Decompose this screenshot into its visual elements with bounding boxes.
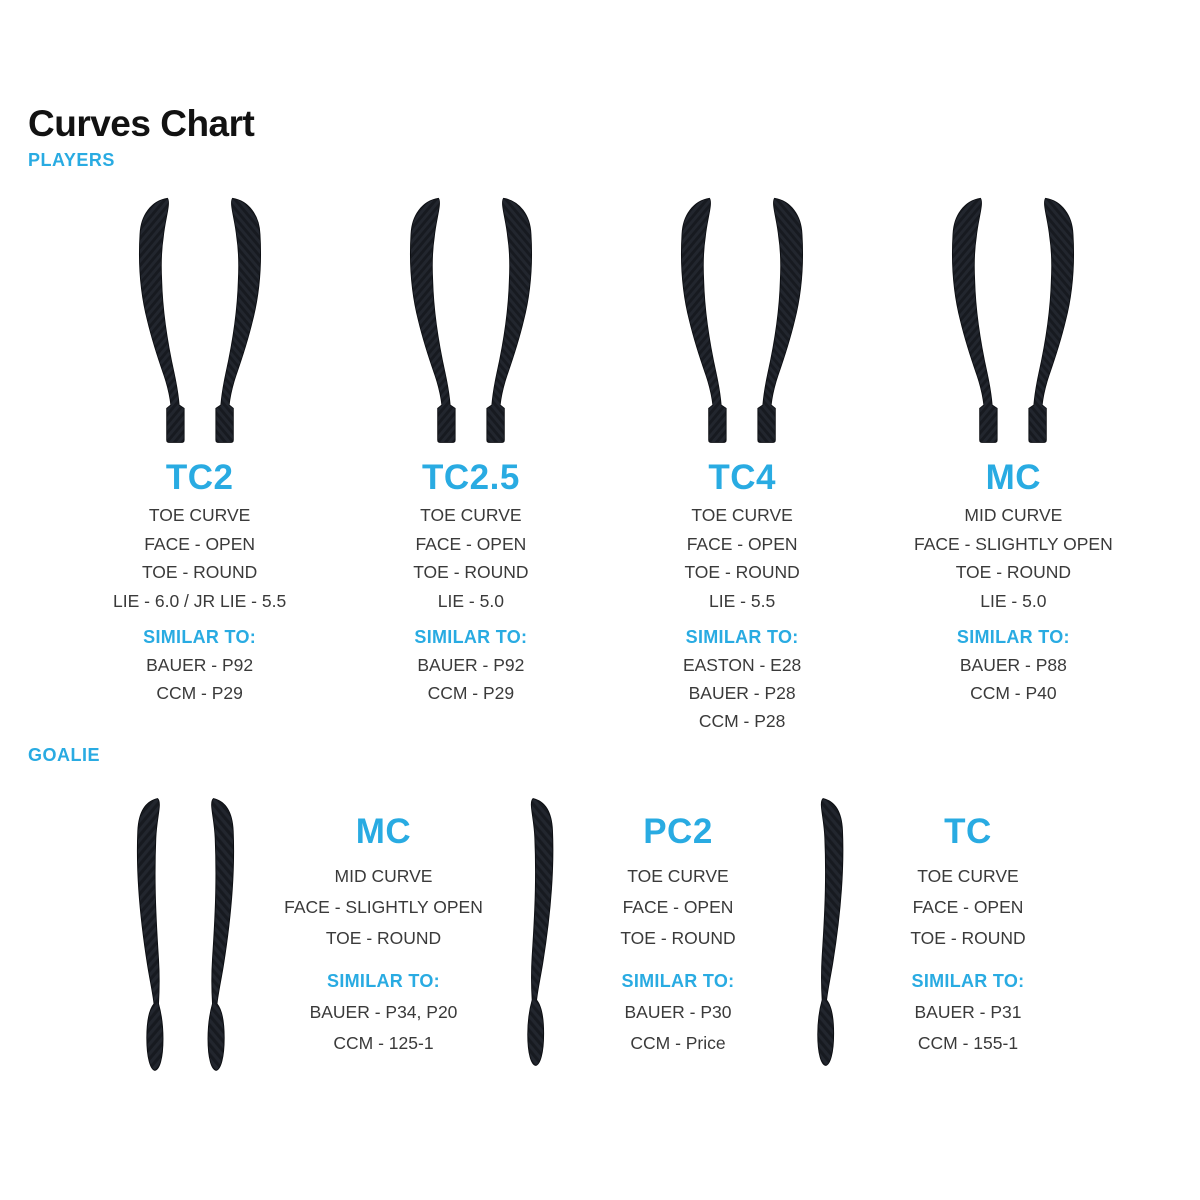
similar-line: BAUER - P92 xyxy=(417,655,525,675)
player-curve-card-tc4 xyxy=(607,195,878,735)
similar-line: BAUER - P28 xyxy=(688,683,796,703)
curve-specs xyxy=(335,501,606,615)
spec-line: TOE CURVE xyxy=(917,866,1019,886)
curve-name: TC2.5 xyxy=(421,458,520,497)
similar-to-label: SIMILAR TO: xyxy=(414,627,528,647)
curve-specs xyxy=(878,501,1149,615)
spec-line: MID CURVE xyxy=(964,505,1063,525)
curve-name: MC xyxy=(355,812,412,851)
similar-line: CCM - 125-1 xyxy=(333,1033,434,1053)
spec-line: TOE CURVE xyxy=(148,505,251,525)
spec-line: FACE - OPEN xyxy=(912,897,1024,917)
curve-specs xyxy=(261,861,506,954)
spec-line: TOE CURVE xyxy=(420,505,522,525)
similar-line: CCM - Price xyxy=(630,1033,726,1053)
similar-list xyxy=(868,997,1068,1059)
spec-line: TOE - ROUND xyxy=(141,562,258,582)
hockey-blade-pair-icon xyxy=(396,195,546,445)
spec-line: TOE CURVE xyxy=(691,505,793,525)
similar-line: CCM - P40 xyxy=(970,683,1057,703)
similar-list xyxy=(607,651,878,735)
spec-line: LIE - 5.0 xyxy=(437,590,504,611)
goalie-curve-card-pc2 xyxy=(510,795,778,1069)
spec-line: TOE - ROUND xyxy=(955,562,1072,582)
curve-name: PC2 xyxy=(643,812,713,851)
hockey-blade-pair-icon xyxy=(118,795,253,1074)
spec-line: FACE - SLIGHTLY OPEN xyxy=(284,897,483,917)
curve-name: MC xyxy=(985,458,1042,497)
similar-line: EASTON - E28 xyxy=(682,655,802,675)
goalie-curve-card-mc xyxy=(118,795,506,1074)
similar-list xyxy=(878,651,1149,707)
hockey-blade-single-icon xyxy=(510,795,572,1069)
similar-line: BAUER - P88 xyxy=(959,655,1067,675)
goalie-section-label: GOALIE xyxy=(28,745,101,765)
curve-info xyxy=(578,795,778,1059)
spec-line: TOE - ROUND xyxy=(684,562,800,582)
spec-line: FACE - OPEN xyxy=(686,533,798,554)
spec-line: TOE - ROUND xyxy=(413,562,529,582)
curve-specs xyxy=(578,861,778,954)
spec-line: TOE - ROUND xyxy=(910,928,1026,948)
curve-info xyxy=(868,795,1068,1059)
spec-line: FACE - OPEN xyxy=(622,897,734,917)
player-curve-card-tc2 xyxy=(64,195,335,735)
curve-specs xyxy=(64,501,335,615)
spec-line: TOE - ROUND xyxy=(620,928,736,948)
similar-line: CCM - 155-1 xyxy=(917,1033,1019,1053)
spec-line: LIE - 5.5 xyxy=(709,590,776,611)
spec-line: FACE - SLIGHTLY OPEN xyxy=(914,533,1113,554)
similar-to-label: SIMILAR TO: xyxy=(956,627,1070,647)
similar-list xyxy=(335,651,606,707)
similar-to-label: SIMILAR TO: xyxy=(143,627,257,647)
spec-line: FACE - OPEN xyxy=(144,533,256,554)
similar-line: BAUER - P30 xyxy=(624,1002,732,1022)
similar-to-label: SIMILAR TO: xyxy=(621,971,735,991)
page-title: Curves Chart xyxy=(28,103,255,144)
curve-info xyxy=(261,795,506,1059)
similar-list xyxy=(578,997,778,1059)
similar-line: CCM - P28 xyxy=(698,711,786,731)
curve-specs xyxy=(868,861,1068,954)
spec-line: LIE - 6.0 / JR LIE - 5.5 xyxy=(113,590,287,611)
curve-specs xyxy=(607,501,878,615)
hockey-blade-pair-icon xyxy=(667,195,817,445)
spec-line: TOE - ROUND xyxy=(325,928,442,948)
similar-line: CCM - P29 xyxy=(427,683,515,703)
spec-line: FACE - OPEN xyxy=(415,533,527,554)
curve-name: TC4 xyxy=(708,458,776,497)
player-curve-card-tc25 xyxy=(335,195,606,735)
similar-line: BAUER - P34, P20 xyxy=(309,1002,458,1022)
spec-line: MID CURVE xyxy=(334,866,433,886)
similar-to-label: SIMILAR TO: xyxy=(685,627,799,647)
goalie-curve-card-tc xyxy=(800,795,1068,1069)
player-curve-card-mc xyxy=(878,195,1149,735)
spec-line: TOE CURVE xyxy=(627,866,729,886)
similar-line: BAUER - P31 xyxy=(914,1002,1022,1022)
players-section-label: PLAYERS xyxy=(28,150,115,170)
similar-list xyxy=(261,997,506,1059)
similar-line: CCM - P29 xyxy=(156,683,243,703)
hockey-blade-single-icon xyxy=(800,795,862,1069)
curve-name: TC2 xyxy=(165,458,234,497)
similar-line: BAUER - P92 xyxy=(146,655,254,675)
hockey-blade-pair-icon xyxy=(938,195,1088,445)
hockey-blade-pair-icon xyxy=(125,195,275,445)
curve-name: TC xyxy=(944,812,992,851)
similar-to-label: SIMILAR TO: xyxy=(911,971,1025,991)
players-row xyxy=(64,195,1149,735)
similar-list xyxy=(64,651,335,707)
similar-to-label: SIMILAR TO: xyxy=(327,971,440,991)
spec-line: LIE - 5.0 xyxy=(980,590,1047,611)
